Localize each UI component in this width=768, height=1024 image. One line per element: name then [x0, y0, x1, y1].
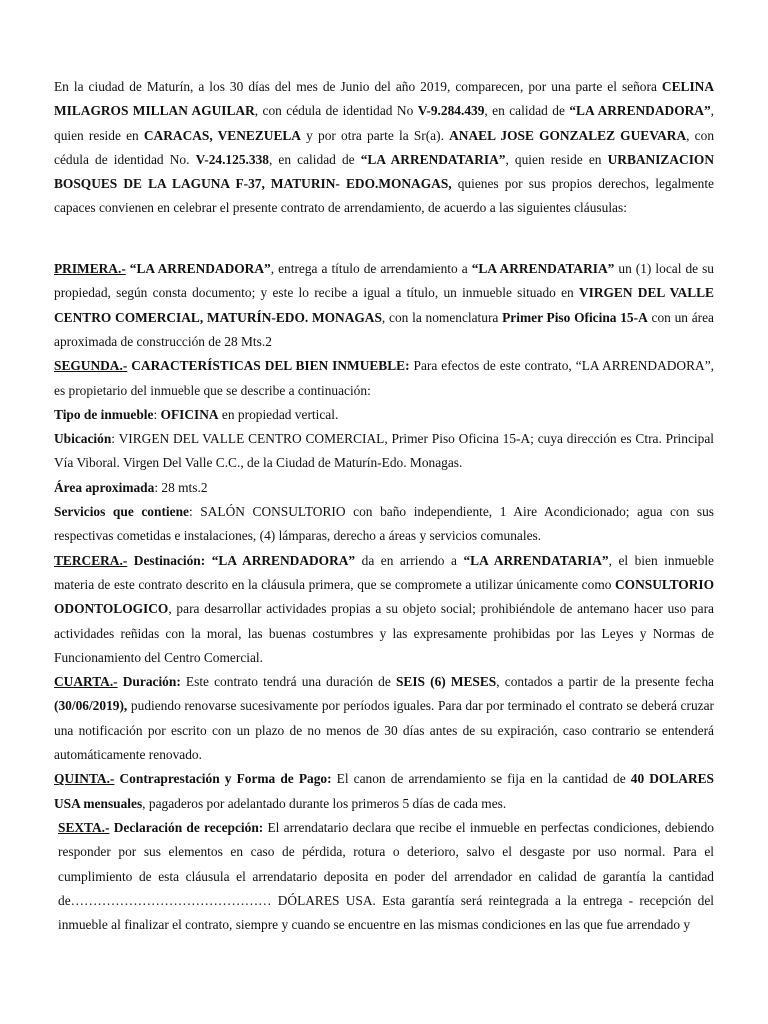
clause-primera [54, 257, 714, 354]
intro-text: En la ciudad de Maturín, a los 30 días del mes de Junio del año 2019, comparecen, por una parte el señora [54, 79, 662, 94]
bold-text: CARACTERÍSTICAS DEL BIEN INMUEBLE: [131, 358, 410, 374]
clause-text: El canon de arrendamiento se fija en la cantidad de [331, 771, 631, 787]
field-separator: : [153, 406, 161, 422]
arrendadora-name: CELINA MILAGROS MILLAN AGUILAR [54, 79, 714, 119]
clause-title: QUINTA.- [54, 771, 115, 787]
intro-text: , quien reside en [505, 151, 608, 167]
clause-text: con un área aproximada de construcción de 28 Mts.2 [54, 309, 715, 349]
clause-text: da en arriendo a [355, 552, 464, 568]
field-text: en propiedad vertical. [218, 406, 339, 422]
clause-text: , para desarrollar actividades propias a su objeto social; prohibiéndole de antemano hacer uso para actividades reñidas con la moral, las buenas costumbres y las expresamente prohibidas por las Leyes y Normas de Funcionamiento del Centro Comercial. [54, 601, 714, 665]
arrendadora-city: CARACAS, VENEZUELA [143, 127, 301, 143]
area-line [54, 476, 714, 500]
clause-title: CUARTA.- [54, 674, 118, 690]
services-line [54, 500, 714, 549]
field-label: Área aproximada [54, 479, 155, 495]
field-label: Ubicación [54, 431, 112, 447]
intro-text: , con cédula de identidad No [254, 103, 418, 119]
clause-text: Este contrato tendrá una duración de [180, 674, 396, 690]
intro-text: y por otra parte la Sr(a). [300, 127, 450, 143]
field-text: : 28 mts.2 [154, 479, 208, 495]
property-type-line [54, 403, 714, 427]
field-text: : SALÓN CONSULTORIO con baño independiente, 1 Aire Acondicionado; agua con sus respectivas cometidas e instalaciones, (4) lámparas, derecho a áreas y servicios comunales. [54, 504, 715, 544]
clause-text: , pagaderos por adelantado durante los primeros 5 días de cada mes. [142, 795, 507, 811]
bold-text: Contraprestación y Forma de Pago: [119, 771, 332, 787]
clause-text: , con la nomenclatura [381, 309, 503, 325]
section-spacer [54, 245, 714, 257]
bold-text: “LA ARRENDATARIA” [471, 261, 615, 277]
bold-text: Primer Piso Oficina 15-A [502, 309, 648, 325]
field-label: Servicios que contiene [54, 504, 189, 520]
arrendataria-address: URBANIZACION BOSQUES DE LA LAGUNA F-37, MATURIN- EDO.MONAGAS, [54, 151, 715, 192]
clause-text: El arrendatario declara que recibe el inmueble en perfectas condiciones, debiendo responder por sus elementos en caso de pérdida, rotura o deterioro, salvo el desgaste por uso normal. Para el cumplimiento de esta cláusula el arrendatario deposita en poder del arrendador en calidad de garantía la cantidad de……………………………………… DÓLARES USA. Esta garantía será reintegrada a la entrega - recepción del inmueble al finalizar el contrato, siempre y cuando se encuentre en las mismas condiciones en las que fue arrendado y [58, 819, 715, 933]
bold-text: “LA ARRENDADORA” [129, 261, 271, 277]
clause-text: Para efectos de este contrato, “LA ARRENDADORA”, es propietario del inmueble que se describe a continuación: [54, 358, 714, 398]
arrendataria-name: ANAEL JOSE GONZALEZ GUEVARA [449, 127, 687, 143]
bold-text: Declaración de recepción: [113, 819, 264, 835]
clause-segunda [54, 354, 714, 403]
clause-text: , el bien inmueble materia de este contrato descrito en la cláusula primera, que se compromete a utilizar únicamente como [54, 552, 714, 592]
arrendataria-role: “LA ARRENDATARIA” [360, 151, 506, 167]
intro-paragraph [54, 75, 714, 221]
clause-text: , entrega a título de arrendamiento a [270, 261, 472, 277]
arrendadora-id: V-9.284.439 [417, 103, 485, 119]
clause-title: PRIMERA.- [54, 261, 126, 277]
clause-tercera [54, 549, 714, 670]
clause-text: un (1) local de su propiedad, según consta documento; y este lo recibe a igual a título, un inmueble situado en [54, 261, 715, 301]
intro-text: , en calidad de [484, 103, 570, 119]
intro-text: , en calidad de [268, 151, 361, 167]
clause-text: , contados a partir de la presente fecha [496, 674, 714, 690]
field-value: OFICINA [160, 406, 219, 422]
arrendataria-id: V-24.125.338 [195, 151, 269, 167]
clause-cuarta [54, 670, 714, 767]
clause-sexta [54, 816, 714, 937]
bold-text: VIRGEN DEL VALLE CENTRO COMERCIAL, MATURÍN-EDO. MONAGAS [54, 285, 714, 325]
clause-title: SEGUNDA.- [54, 358, 128, 374]
clause-text: pudiendo renovarse sucesivamente por períodos iguales. Para dar por terminado el contrato se deberá cruzar una notificación por escrito con un plazo de no menos de 30 días antes de su expiración, caso contrario se entenderá automáticamente renovado. [54, 698, 714, 763]
clause-quinta [54, 767, 714, 816]
clause-title: TERCERA.- [54, 552, 128, 568]
bold-text: Duración: [122, 674, 181, 690]
location-line [54, 427, 714, 476]
bold-text: “LA ARRENDATARIA” [463, 552, 609, 568]
arrendadora-role: “LA ARRENDADORA” [569, 103, 711, 119]
bold-text: (30/06/2019), [54, 698, 128, 714]
bold-text: SEIS (6) MESES [395, 674, 497, 690]
bold-text: “LA ARRENDADORA” [211, 552, 356, 568]
bold-text: Destinación: [133, 552, 206, 568]
bold-text: 40 DOLARES USA mensuales [54, 771, 714, 811]
intro-text: , con cédula de identidad No. [54, 127, 715, 167]
clause-title: SEXTA.- [58, 819, 110, 835]
intro-text: , quien reside en [54, 103, 715, 143]
field-text: : VIRGEN DEL VALLE CENTRO COMERCIAL, Primer Piso Oficina 15-A; cuya dirección es Ctra. Principal Vía Viboral. Virgen Del Valle C.C., de la Ciudad de Maturín-Edo. Monagas. [54, 431, 714, 471]
intro-text: quienes por sus propios derechos, legalmente capaces convienen en celebrar el presente contrato de arrendamiento, de acuerdo a las siguientes cláusulas: [54, 176, 714, 216]
bold-text: CONSULTORIO ODONTOLOGICO [54, 576, 714, 617]
field-label: Tipo de inmueble [54, 406, 154, 422]
